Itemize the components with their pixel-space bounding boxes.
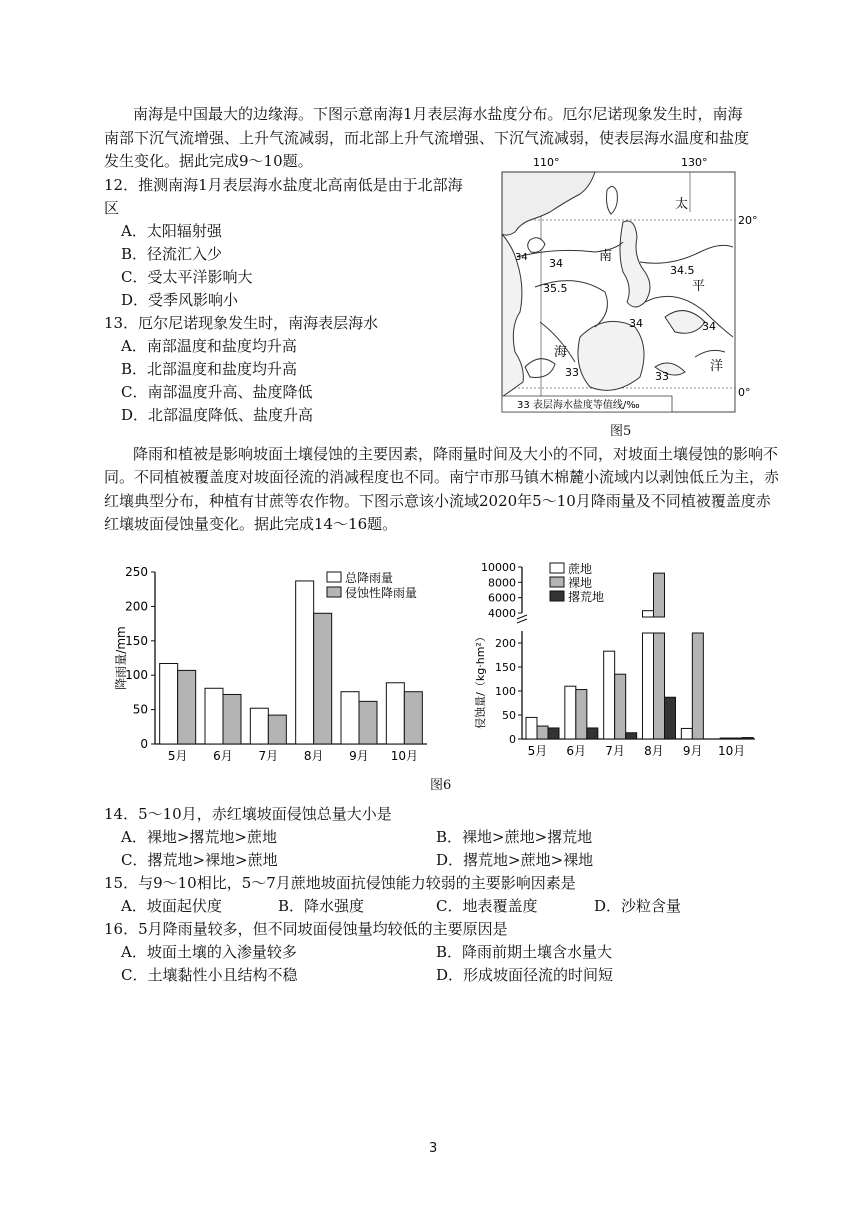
- axis-break: [517, 615, 527, 619]
- question-15-option-d: D．沙粒含量: [594, 897, 682, 915]
- legend-label: 撂荒地: [568, 590, 605, 604]
- question-12-option-b: B．径流汇入少: [121, 245, 223, 263]
- bar-sugarcane: [643, 633, 654, 739]
- bar-bare: [654, 633, 665, 739]
- y-tick-label: 100: [495, 685, 516, 698]
- y-tick-label: 8000: [488, 576, 516, 590]
- question-13-option-b: B．北部温度和盐度均升高: [121, 360, 298, 378]
- y-tick-label: 4000: [488, 607, 516, 620]
- question-15-option-c: C．地表覆盖度: [436, 897, 538, 915]
- axis-break: [517, 619, 527, 623]
- question-16-option-c: C．土壤黏性小且结构不稳: [121, 966, 298, 984]
- x-tick-label: 9月: [349, 749, 369, 763]
- rainfall-bar-chart: [105, 560, 435, 775]
- erosion-bar-chart: [470, 555, 770, 775]
- question-15-option-a: A．坡面起伏度: [121, 897, 222, 915]
- legend-swatch: [327, 572, 341, 582]
- bar-abandoned: [742, 738, 753, 739]
- legend-swatch: [550, 591, 564, 601]
- question-15-option-b: B．降水强度: [278, 897, 365, 915]
- y-tick-label: 200: [495, 637, 516, 650]
- map-lat-label-0: 0°: [738, 386, 751, 399]
- figure-6-caption: 图6: [430, 778, 452, 793]
- isoline-label: 34: [702, 320, 716, 333]
- legend-label: 侵蚀性降雨量: [345, 586, 418, 600]
- question-14-option-c: C．撂荒地>裸地>蔗地: [121, 851, 278, 869]
- bar-bare: [731, 738, 742, 739]
- y-tick-label: 50: [502, 709, 516, 722]
- x-tick-label: 8月: [303, 749, 324, 763]
- map-lon-label-130: 130°: [681, 156, 708, 169]
- south-china-sea-salinity-map: [495, 152, 765, 417]
- y-tick-label: 150: [495, 661, 516, 674]
- question-12-option-c: C．受太平洋影响大: [121, 268, 253, 286]
- bar-total-rainfall: [205, 688, 223, 744]
- bar-abandoned: [587, 728, 598, 739]
- map-lat-label-20: 20°: [738, 214, 758, 227]
- question-13-option-a: A．南部温度和盐度均升高: [121, 337, 297, 355]
- question-13-option-d: D．北部温度降低、盐度升高: [121, 406, 314, 424]
- isoline-label: 35.5: [543, 282, 568, 295]
- question-16-stem: 16．5月降雨量较多，但不同坡面侵蚀量均较低的主要原因是: [104, 920, 508, 938]
- passage1-line1: 南海是中国最大的边缘海。下图示意南海1月表层海水盐度分布。厄尔尼诺现象发生时，南海: [133, 105, 743, 123]
- map-label-hai: 海: [554, 345, 568, 360]
- question-14-option-a: A．裸地>撂荒地>蔗地: [121, 828, 277, 846]
- bar-sugarcane: [565, 686, 576, 739]
- bar-bare: [537, 726, 548, 739]
- y-tick-label: 150: [125, 633, 148, 648]
- isoline-label: 33: [565, 366, 579, 379]
- bar-bare: [615, 674, 626, 739]
- isoline-label: 34.5: [670, 264, 695, 277]
- map-label-ping: 平: [692, 279, 706, 294]
- x-tick-label: 9月: [682, 744, 703, 758]
- y-tick-label: 0: [140, 737, 148, 751]
- x-tick-label: 5月: [167, 749, 188, 763]
- bar-erosive-rainfall: [223, 694, 241, 744]
- legend-label: 总降雨量: [345, 571, 394, 585]
- x-tick-label: 7月: [605, 744, 625, 758]
- bar-abandoned: [665, 697, 676, 739]
- bar-total-rainfall: [250, 708, 268, 744]
- y-tick-label: 0: [509, 733, 516, 746]
- y-axis-label: 降雨量/mm: [114, 626, 128, 690]
- passage2-line3: 红壤典型分布，种植有甘蔗等农作物。下图示意该小流域2020年5～10月降雨量及不同植被覆盖度赤: [104, 492, 771, 510]
- question-14-option-b: B．裸地>蔗地>撂荒地: [436, 828, 593, 846]
- map-label-yang: 洋: [710, 359, 724, 374]
- bar-erosive-rainfall: [178, 670, 196, 744]
- question-12-option-a: A．太阳辐射强: [121, 222, 222, 240]
- bar-total-rainfall: [160, 664, 178, 744]
- y-tick-label: 250: [125, 565, 148, 579]
- bar-sugarcane: [604, 651, 615, 739]
- question-12-stem-cont: 区: [104, 199, 120, 217]
- bar-sugarcane: [681, 728, 692, 739]
- isoline-label: 33: [655, 370, 669, 383]
- question-15-stem: 15．与9～10相比，5～7月蔗地坡面抗侵蚀能力较弱的主要影响因素是: [104, 874, 576, 892]
- bar-total-rainfall: [386, 683, 404, 744]
- x-tick-label: 6月: [213, 749, 233, 763]
- x-tick-label: 6月: [566, 744, 587, 758]
- y-tick-label: 6000: [488, 591, 516, 605]
- bar-erosive-rainfall: [404, 692, 422, 744]
- bar-erosive-rainfall: [268, 715, 286, 744]
- passage2-line4: 红壤坡面侵蚀量变化。据此完成14～16题。: [104, 515, 398, 533]
- legend-label: 裸地: [568, 576, 593, 590]
- y-tick-label: 200: [125, 599, 148, 614]
- passage1-line3: 发生变化。据此完成9～10题。: [104, 152, 313, 170]
- question-12-stem: 12．推测南海1月表层海水盐度北高南低是由于北部海: [104, 176, 463, 194]
- bar-sugarcane: [526, 717, 537, 739]
- question-16-option-b: B．降雨前期土壤含水量大: [436, 943, 613, 961]
- passage2-line2: 同。不同植被覆盖度对坡面径流的消减程度也不同。南宁市那马镇木棉麓小流域内以剥蚀低丘为主，赤: [104, 468, 780, 486]
- map-legend: 33 表层海水盐度等值线/‰: [517, 400, 640, 411]
- y-axis-label: 侵蚀量/（kg·hm²）: [474, 631, 487, 729]
- y-tick-label: 10000: [481, 561, 516, 574]
- question-12-option-d: D．受季风影响小: [121, 291, 239, 309]
- figure-5-caption: 图5: [610, 424, 632, 439]
- question-13-stem: 13．厄尔尼诺现象发生时，南海表层海水: [104, 314, 379, 332]
- bar-sugarcane: [720, 738, 731, 739]
- passage2-line1: 降雨和植被是影响坡面土壤侵蚀的主要因素，降雨量时间及大小的不同，对坡面土壤侵蚀的影响不: [133, 445, 779, 463]
- bar-abandoned: [626, 733, 637, 739]
- isoline-label: 34: [629, 317, 643, 330]
- bar-total-rainfall: [341, 692, 359, 744]
- x-tick-label: 10月: [717, 744, 746, 758]
- x-tick-label: 5月: [527, 744, 548, 758]
- bar-erosive-rainfall: [359, 701, 377, 744]
- legend-swatch: [550, 577, 564, 587]
- question-13-option-c: C．南部温度升高、盐度降低: [121, 383, 313, 401]
- legend-swatch: [327, 587, 341, 597]
- bar-abandoned: [548, 728, 559, 739]
- y-tick-label: 50: [132, 702, 148, 717]
- page-number: 3: [429, 1141, 438, 1156]
- question-16-option-d: D．形成坡面径流的时间短: [436, 966, 614, 984]
- bar-bare: [576, 690, 587, 739]
- bar-erosive-rainfall: [314, 613, 332, 744]
- x-tick-label: 10月: [390, 749, 418, 763]
- question-16-option-a: A．坡面土壤的入渗量较多: [121, 943, 297, 961]
- isoline-label: 34: [515, 252, 528, 263]
- bar-sugarcane-upper: [643, 611, 654, 617]
- map-lon-label-110: 110°: [533, 156, 560, 169]
- y-tick-label: 100: [125, 668, 148, 683]
- question-14-stem: 14．5～10月，赤红壤坡面侵蚀总量大小是: [104, 805, 392, 823]
- passage1-line2: 南部下沉气流增强、上升气流减弱，而北部上升气流增强、下沉气流减弱，使表层海水温度和盐度: [104, 129, 750, 147]
- map-label-tai: 太: [675, 197, 689, 212]
- x-tick-label: 7月: [258, 749, 279, 763]
- bar-bare: [692, 633, 703, 739]
- map-label-nan: 南: [599, 249, 613, 264]
- question-14-option-d: D．撂荒地>蔗地>裸地: [436, 851, 594, 869]
- legend-label: 蔗地: [568, 562, 593, 576]
- x-tick-label: 8月: [644, 744, 664, 758]
- isoline-label: 34: [549, 257, 563, 270]
- legend-swatch: [550, 563, 564, 573]
- bar-total-rainfall: [296, 581, 314, 744]
- bar-bare-upper: [654, 573, 665, 617]
